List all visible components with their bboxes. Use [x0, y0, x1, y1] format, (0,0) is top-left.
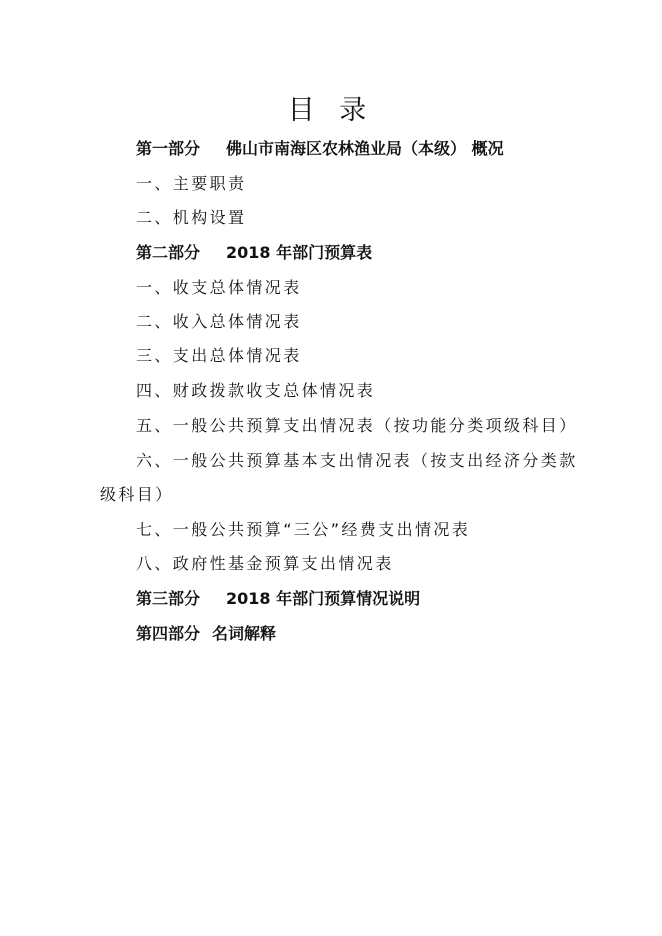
toc-item: 二、机构设置: [136, 208, 247, 227]
toc-part-4: [136, 623, 276, 645]
toc-item: 五、一般公共预算支出情况表（按功能分类项级科目）: [136, 416, 578, 435]
toc-item: 一、收支总体情况表: [136, 278, 302, 297]
toc-item: 八、政府性基金预算支出情况表: [136, 554, 394, 573]
toc-item: 一、主要职责: [136, 174, 247, 193]
page-title: 目 录: [287, 95, 375, 126]
toc-item-continuation: 级科目）: [100, 485, 174, 504]
toc-item: 七、一般公共预算“三公”经费支出情况表: [136, 520, 471, 539]
toc-part-2: [136, 242, 372, 264]
toc-part-1: [136, 138, 504, 160]
toc-item: 三、支出总体情况表: [136, 346, 302, 365]
toc-item: 六、一般公共预算基本支出情况表（按支出经济分类款: [136, 451, 578, 470]
part-text: 佛山市南海区农林渔业局（本级） 概况: [226, 139, 504, 158]
part-label: 第三部分: [136, 589, 201, 608]
toc-item: 四、财政拨款收支总体情况表: [136, 381, 376, 400]
part-label: 第一部分: [136, 139, 201, 158]
toc-item: 二、收入总体情况表: [136, 312, 302, 331]
part-text: 2018 年部门预算表: [226, 243, 373, 262]
part-label: 第二部分: [136, 243, 201, 262]
part-text: 2018 年部门预算情况说明: [226, 589, 421, 608]
part-label: 第四部分: [136, 624, 201, 643]
part-text: 名词解释: [212, 624, 277, 643]
toc-part-3: [136, 588, 420, 610]
